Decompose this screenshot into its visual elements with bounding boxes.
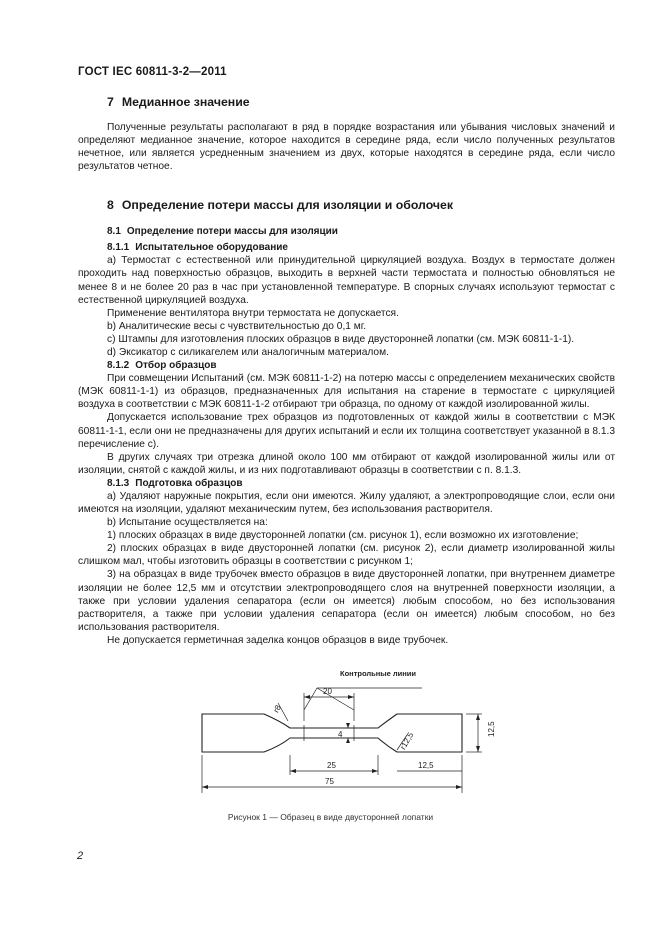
arrowhead	[372, 769, 378, 773]
section-8-heading	[78, 197, 615, 213]
arrowhead	[346, 723, 350, 728]
section-number: 8	[107, 198, 114, 213]
arrowhead	[456, 785, 462, 789]
section-title: Медианное значение	[121, 95, 250, 109]
dimension-lines	[202, 688, 482, 793]
figure-caption: Рисунок 1 — Образец в виде двусторонней лопатки	[227, 812, 434, 822]
arrowhead	[476, 746, 480, 752]
page-number: 2	[77, 850, 84, 862]
dim-25-label: 25	[327, 761, 336, 770]
subsection-title: Отбор образцов	[135, 360, 217, 372]
list-item: b) Аналитические весы с чувствительностью до 0,1 мг.	[107, 320, 367, 332]
subsection-8-1-2-heading	[78, 359, 615, 372]
dim-12-5-height-label: 12,5	[487, 721, 496, 737]
list-item: c) Штампы для изготовления плоских образцов в виде двусторонней лопатки (см. МЭК 60811-1-1).	[107, 333, 575, 345]
section-7-paragraph: Полученные результаты располагают в ряд в порядке возрастания или убывания числовых значений и определяют медианное значение, которое находится в середине ряда, если число полученных результатов нечетное, или является усредненным значением из двух, которые находятся в середине ряда, если число результатов четное.	[78, 122, 615, 173]
arrowhead	[202, 785, 208, 789]
paragraph: В других случаях три отрезка длиной около 100 мм отбирают от каждой изолированной жилы или от изоляции, снятой с каждой жилы, и из них подготавливают образцы в соответствии с п. 8.1.3.	[78, 451, 615, 476]
dim-4-label: 4	[338, 730, 343, 739]
section-number: 7	[107, 95, 114, 109]
subsection-8-1-1-heading	[78, 241, 615, 254]
subsection-8-1-heading	[78, 225, 615, 238]
subsection-number: 8.1.3	[107, 477, 130, 489]
paragraph: Применение вентилятора внутри термостата не допускается.	[107, 307, 399, 319]
leader-line	[304, 688, 317, 710]
subsection-number: 8.1.2	[107, 360, 130, 372]
dumbbell-specimen-drawing	[192, 665, 496, 805]
section-title: Определение потери массы для изоляции и оболочек	[121, 198, 454, 213]
subsection-title: Испытательное оборудование	[135, 242, 288, 254]
list-item: 2) плоских образцах в виде двусторонней лопатки (см. рисунок 2), если диаметр изолированной жилы слишком мал, чтобы изготовить образцы в соответствии с рисунком 1;	[78, 543, 615, 568]
subsection-8-1-3-heading	[78, 477, 615, 490]
arrowhead	[476, 714, 480, 720]
arrowhead	[304, 695, 310, 699]
list-item: d) Эксикатор с силикагелем или аналогичным материалом.	[107, 347, 389, 359]
dim-12-5-label: 12,5	[418, 761, 434, 770]
arrowheads	[202, 695, 480, 789]
paragraph: Допускается использование трех образцов из подготовленных от каждой жилы в соответствии с МЭК 60811-1-1, если они не предназначены для других испытаний и если их толщина соответствует указанной в 8.1.3 перечисление c).	[78, 412, 615, 450]
page-content	[78, 88, 615, 647]
arrowhead	[290, 769, 296, 773]
subsection-number: 8.1	[107, 226, 121, 238]
paragraph: При совмещении Испытаний (см. МЭК 60811-1-2) на потерю массы с определением механических свойств (МЭК 60811-1-1) из образцов, предназначенных для испытания на старение в термостате с циркуляцией воздуха в соответствии с МЭК 60811-1-2 отбирают три образца, по одному от каждой изолированной жилы.	[78, 373, 615, 411]
paragraph: a) Удаляют наружные покрытия, если они имеются. Жилу удаляют, а электропроводящие слои, если они имеются на изоляции, удаляют механическим путем, без использования растворителя.	[78, 490, 615, 515]
dim-20-label: 20	[323, 687, 332, 696]
document-header: ГОСТ IEC 60811-3-2—2011	[78, 66, 227, 78]
arrowhead	[348, 695, 354, 699]
arrowhead	[346, 738, 350, 743]
list-item: b) Испытание осуществляется на:	[107, 517, 268, 529]
dim-75-label: 75	[325, 777, 334, 786]
dim-r12-5-label: r12,5	[398, 730, 416, 752]
subsection-title: Определение потери массы для изоляции	[126, 226, 338, 238]
list-item: 1) плоских образцах в виде двусторонней лопатки (см. рисунок 1), если возможно их изготовление;	[107, 530, 579, 542]
paragraph: Не допускается герметичная заделка концов образцов в виде трубочек.	[107, 634, 449, 646]
paragraph: a) Термостат с естественной или принудительной циркуляцией воздуха. Воздух в термостате должен проходить над поверхностью образцов, выходить в верхней части термостата и полностью обновляться не менее 8 и не более 20 раз в час при установленной температуре. В спорных случаях используют термостат с естественной циркуляцией воздуха.	[78, 255, 615, 306]
specimen-outline	[202, 714, 462, 752]
section-7-heading	[78, 94, 615, 110]
subsection-number: 8.1.1	[107, 242, 130, 254]
control-lines-label: Контрольные линии	[340, 669, 417, 678]
list-item: 3) на образцах в виде трубочек вместо образцов в виде двусторонней лопатки, при внутреннем диаметре изоляции не более 12,5 мм и отсутствии электропроводящего слоя на внутренней поверхности изоляции, а также при условии удаления сепаратора (если он имеется) любым способом, но без использования растворителя, а также при условии удаления сепаратора (если он имеется) любым способом, но без использования растворителя.	[78, 569, 615, 633]
subsection-title: Подготовка образцов	[135, 477, 243, 489]
dim-r8-label: r8	[271, 703, 283, 715]
